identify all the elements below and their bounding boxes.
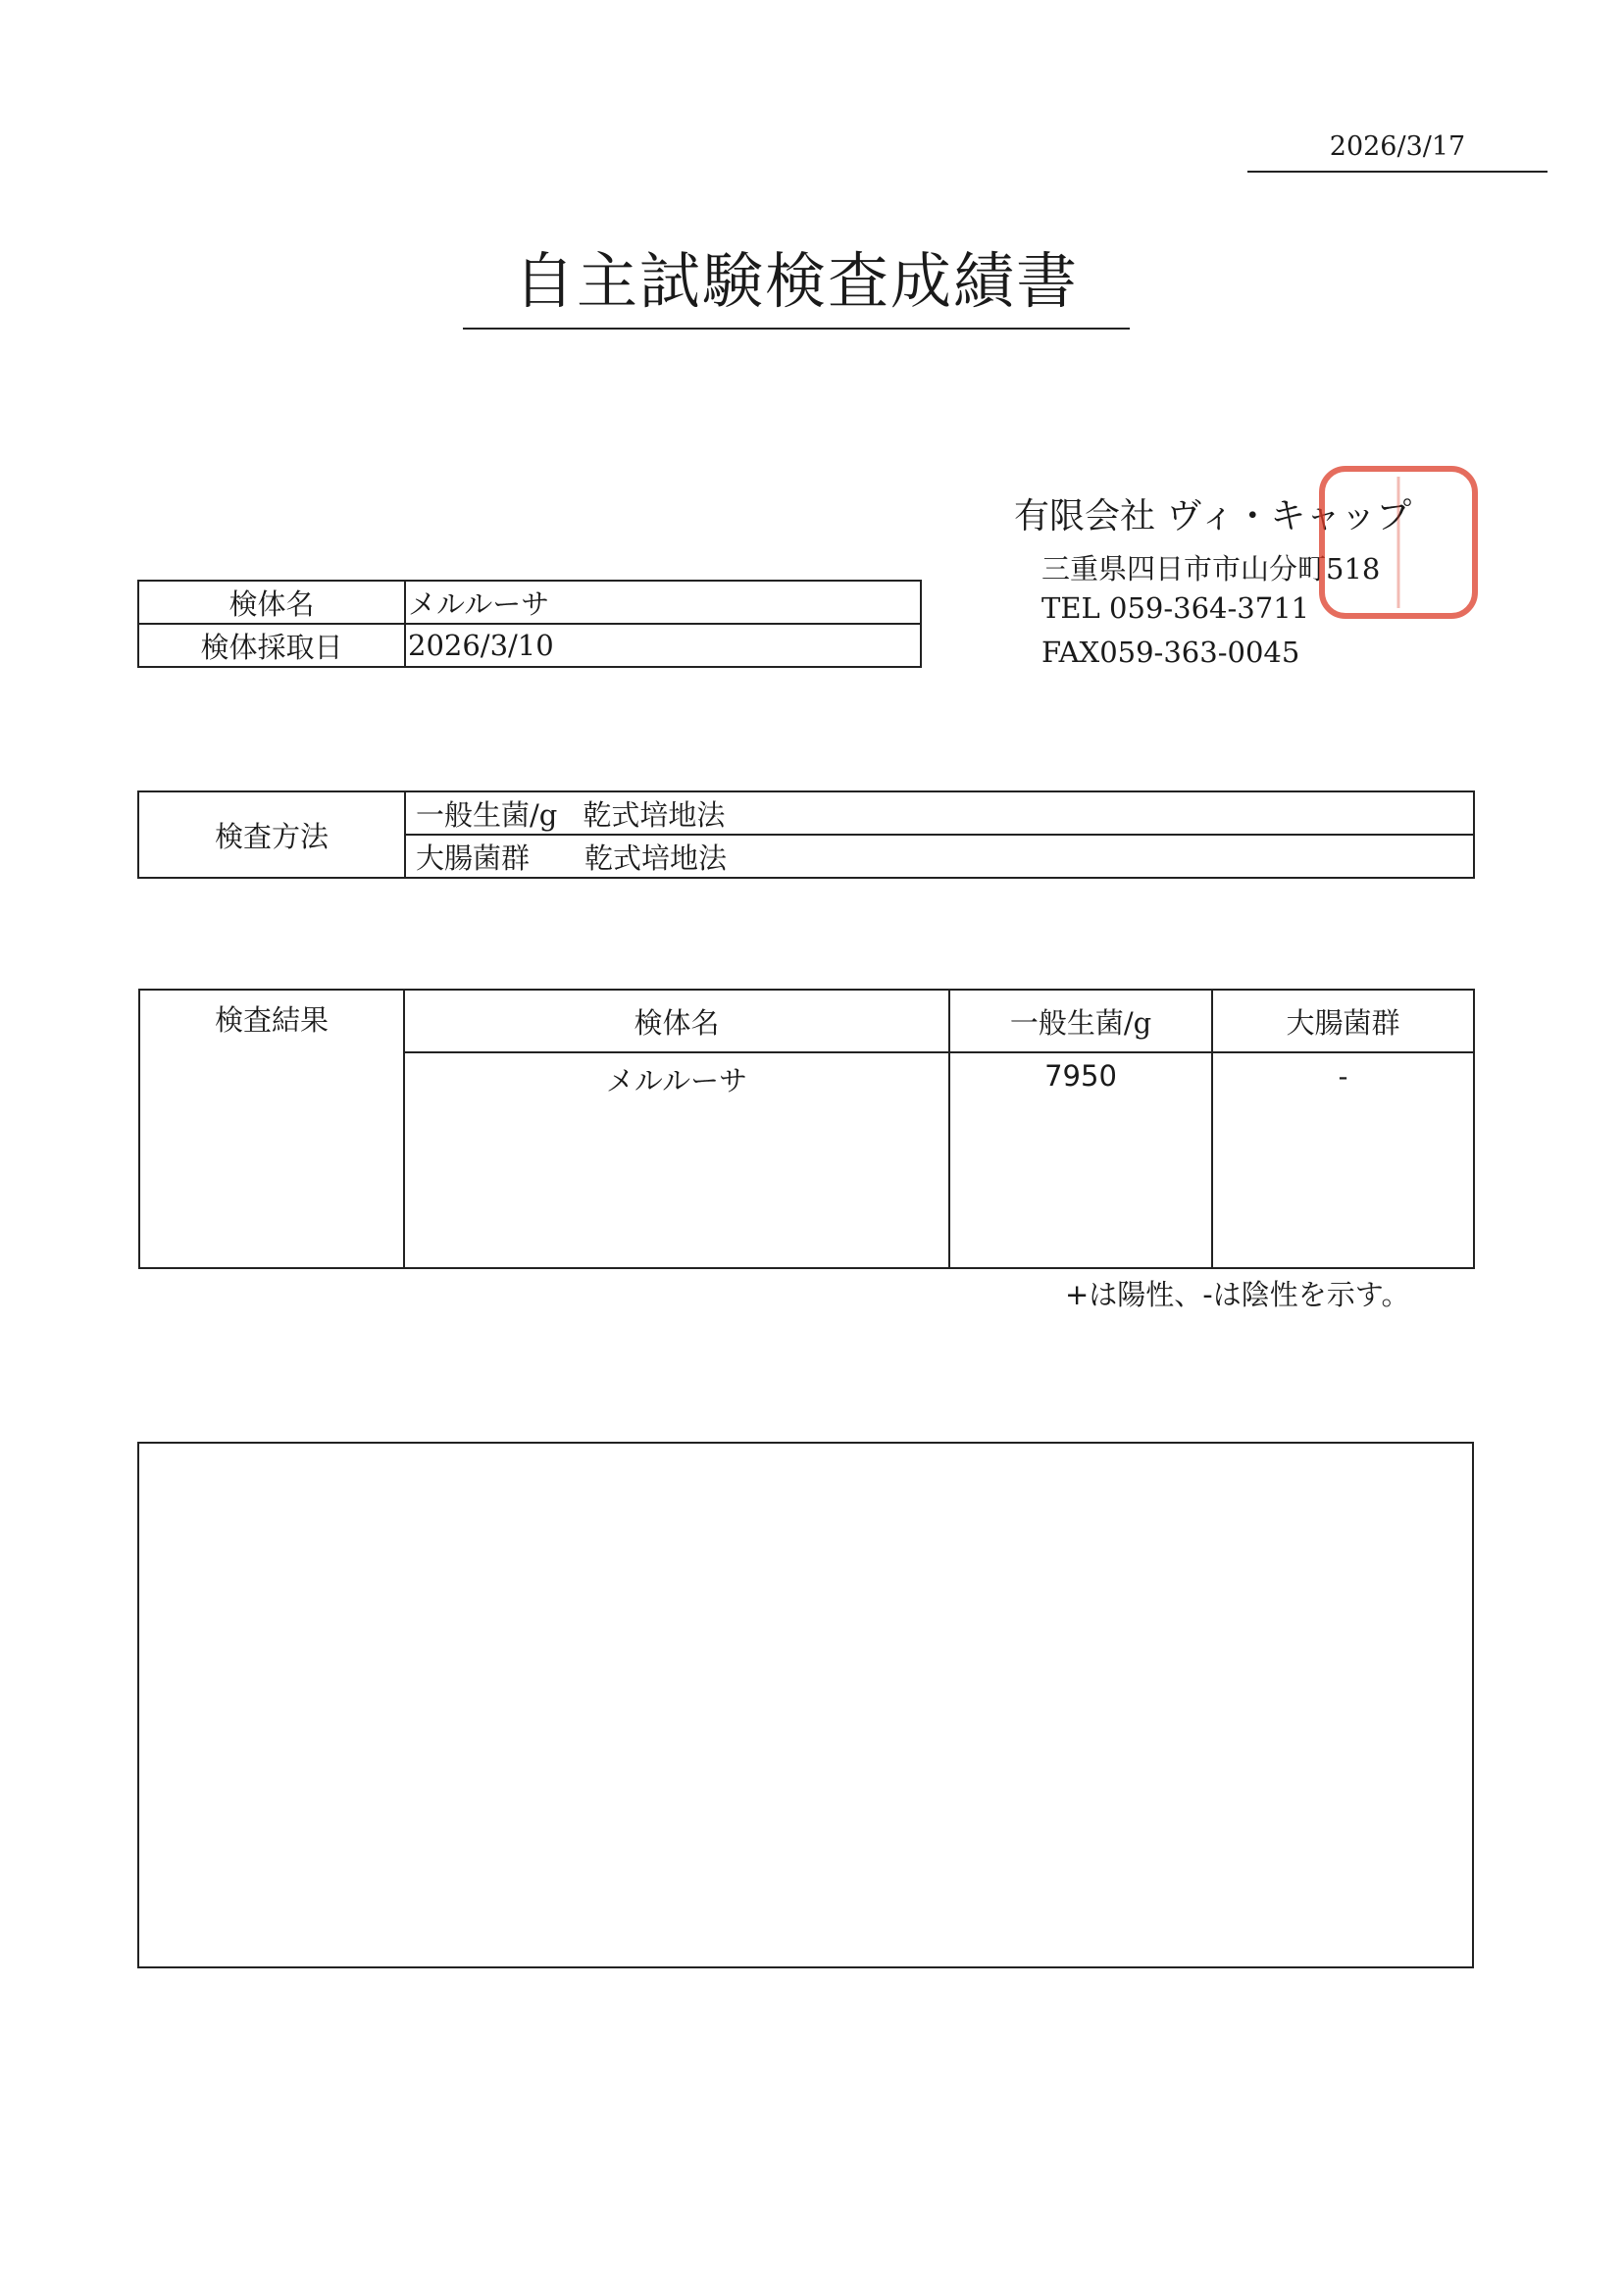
results-header-coliform: 大腸菌群 xyxy=(1212,990,1474,1052)
document-title: 自主試験検査成績書 xyxy=(463,243,1130,330)
remarks-box xyxy=(137,1442,1474,1968)
company-tel: TEL 059-364-3711 xyxy=(1041,591,1310,625)
sample-date-label: 検体採取日 xyxy=(138,624,405,667)
result-general-bacteria: 7950 xyxy=(949,1052,1212,1268)
company-address: 三重県四日市市山分町518 xyxy=(1041,552,1381,586)
results-header-sample-name: 検体名 xyxy=(404,990,949,1052)
result-coliform: - xyxy=(1212,1052,1474,1268)
seal-frame-icon xyxy=(1316,463,1481,622)
test-method-label: 検査方法 xyxy=(138,791,405,878)
legend-note: +は陽性、-は陰性を示す。 xyxy=(1065,1278,1410,1311)
sample-name-value: メルルーサ xyxy=(405,581,921,624)
sample-info-table xyxy=(137,580,922,668)
test-results-label: 検査結果 xyxy=(139,990,404,1268)
company-seal-stamp xyxy=(1316,463,1481,622)
results-header-general-bacteria: 一般生菌/g xyxy=(949,990,1212,1052)
sample-name-label: 検体名 xyxy=(138,581,405,624)
issue-date: 2026/3/17 xyxy=(1247,127,1548,173)
method-item: 大腸菌群 xyxy=(416,841,531,875)
result-sample-name: メルルーサ xyxy=(404,1052,949,1268)
company-name: 有限会社 ヴィ・キャップ xyxy=(1014,496,1412,536)
method-item: 一般生菌/g xyxy=(416,797,558,832)
method-name: 乾式培地法 xyxy=(584,841,728,875)
test-method-table xyxy=(137,790,1475,879)
test-method-row xyxy=(405,791,1474,835)
sample-date-value: 2026/3/10 xyxy=(405,624,921,667)
test-results-table xyxy=(138,989,1475,1269)
method-name: 乾式培地法 xyxy=(583,797,726,832)
test-method-row xyxy=(405,835,1474,878)
company-fax: FAX059-363-0045 xyxy=(1041,636,1300,669)
